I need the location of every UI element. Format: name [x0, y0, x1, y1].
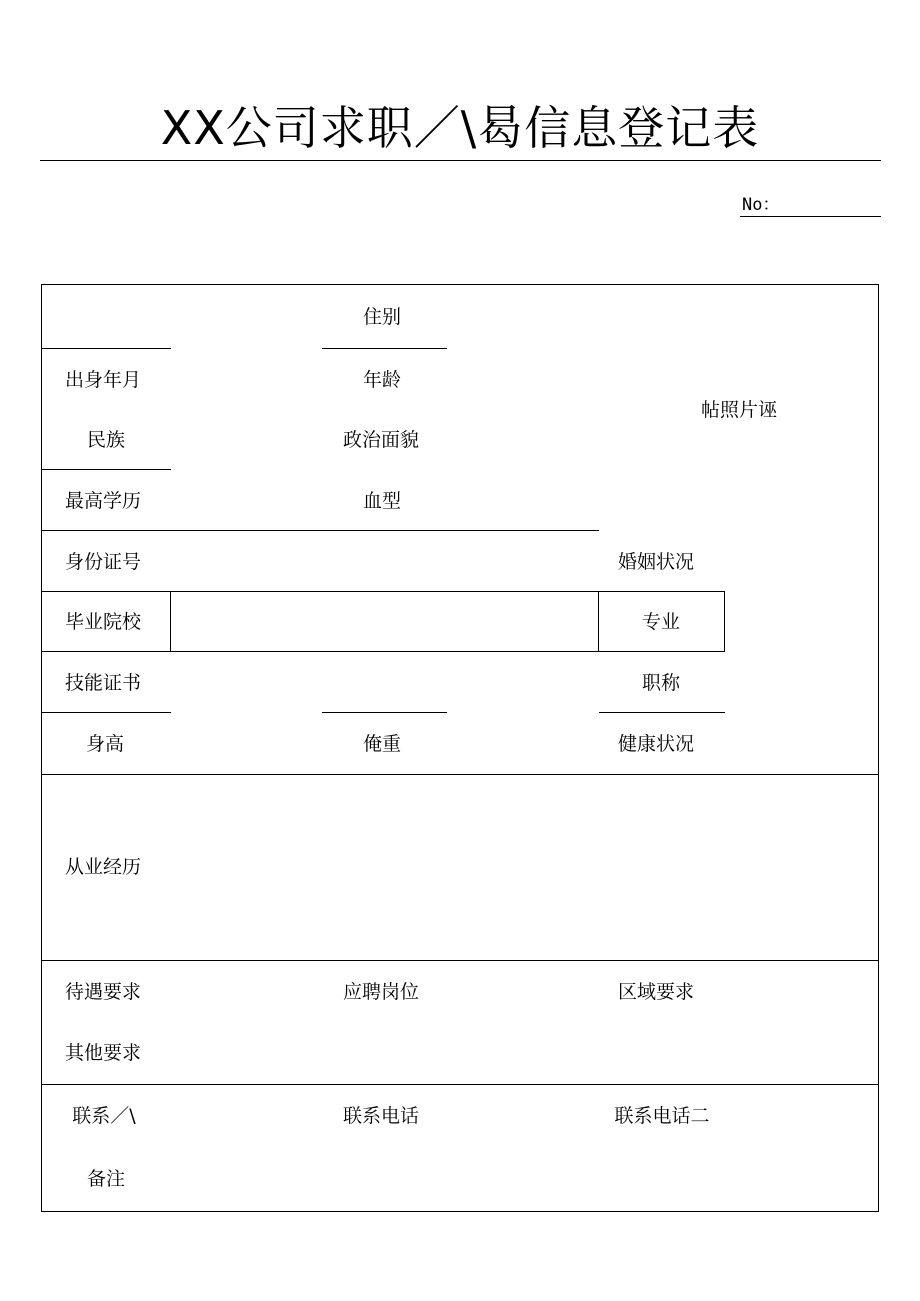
rule-school-left	[170, 591, 171, 652]
rule-row1-mid	[322, 348, 447, 349]
remarks-label: 备注	[86, 1168, 126, 1190]
school-label: 毕业院校	[64, 611, 142, 633]
height-label: 身高	[85, 733, 125, 755]
position-label: 应聘岗位	[342, 981, 420, 1003]
blood-type-label: 血型	[362, 490, 402, 512]
photo-label: 帖照片诬	[700, 399, 778, 421]
rule-row8	[42, 774, 878, 775]
rule-major-right	[724, 591, 725, 652]
experience-input[interactable]	[172, 776, 876, 958]
title-underline	[40, 160, 881, 161]
birth-date-label: 出身年月	[64, 369, 142, 391]
marital-status-label: 婚姻状况	[617, 551, 695, 573]
rule-row4	[42, 530, 599, 531]
gender-label: 住别	[362, 306, 402, 328]
other-requirements-label: 其他要求	[64, 1042, 142, 1064]
rule-row6	[42, 651, 725, 652]
work-experience-label: 从业经历	[64, 856, 142, 878]
education-label: 最高学历	[64, 490, 142, 512]
major-label: 专业	[641, 611, 681, 633]
age-label: 年龄	[362, 369, 402, 391]
ethnicity-label: 民族	[86, 429, 126, 451]
health-status-label: 健康状况	[617, 733, 695, 755]
contact-person-label: 联系／\	[72, 1105, 136, 1127]
form-number-field[interactable]	[740, 216, 881, 217]
registration-form-table	[41, 284, 879, 1212]
form-title: XX公司求职／\曷信息登记表	[160, 101, 760, 155]
region-requirement-label: 区域要求	[617, 981, 695, 1003]
id-number-label: 身份证号	[64, 551, 142, 573]
weight-label: 俺重	[362, 733, 402, 755]
rule-row3	[42, 469, 171, 470]
rule-row7-right	[599, 712, 725, 713]
rule-row7-mid	[322, 712, 447, 713]
phone-2-label: 联系电话二	[614, 1105, 710, 1127]
form-number-label: No：	[742, 195, 780, 215]
rule-row5	[42, 591, 725, 592]
rule-row1-left	[42, 348, 171, 349]
certificate-label: 技能证书	[64, 672, 142, 694]
rule-row7-left	[42, 712, 171, 713]
school-input[interactable]	[172, 593, 597, 650]
phone-label: 联系电话	[342, 1105, 420, 1127]
salary-requirement-label: 待遇要求	[64, 981, 142, 1003]
political-status-label: 政治面貌	[342, 429, 420, 451]
major-input[interactable]	[726, 593, 876, 650]
rule-requirements	[42, 1084, 878, 1085]
professional-title-label: 职称	[641, 672, 681, 694]
rule-school-right	[598, 591, 599, 652]
rule-experience	[42, 960, 878, 961]
